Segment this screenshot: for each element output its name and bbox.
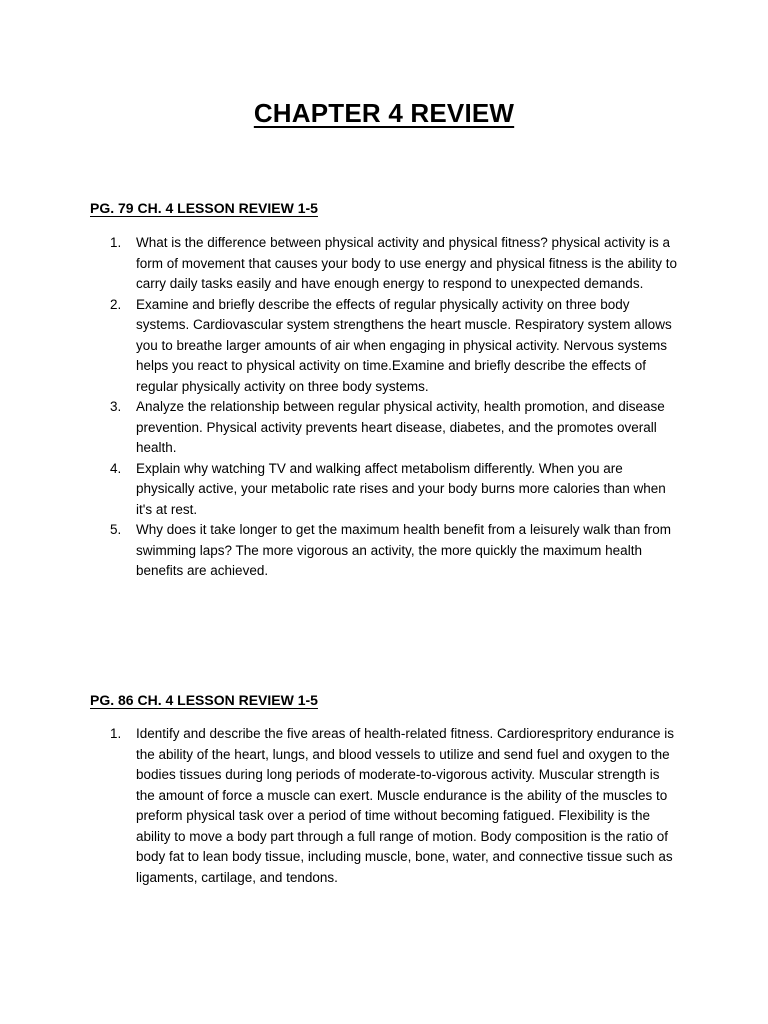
section-heading-pg79: PG. 79 CH. 4 LESSON REVIEW 1-5 [90,200,318,216]
question-text: Explain why watching TV and walking affect metabolism differently. When you are physically active, your metabolic rate rises and your body burns more calories than when it's at rest. [136,460,666,517]
question-number: 4. [110,460,122,476]
question-item [110,459,680,521]
section-heading-pg86: PG. 86 CH. 4 LESSON REVIEW 1-5 [90,692,318,708]
question-text: What is the difference between physical activity and physical fitness? physical activity is a form of movement that causes your body to use energy and physical fitness is the ability to carry daily tasks easily and have enough energy to respond to unexpected demands. [136,235,678,291]
question-list-pg86 [110,724,680,888]
question-number: 3. [110,399,122,414]
question-item [110,520,680,582]
question-list-pg79 [110,233,680,582]
question-text: Analyze the relationship between regular physical activity, health promotion, and disease prevention. Physical activity prevents heart disease, diabetes, and the promotes overall health. [136,399,665,455]
page-title: CHAPTER 4 REVIEW [253,98,515,128]
question-item [110,724,680,888]
question-number: 2. [110,296,122,312]
question-number: 1. [110,726,122,741]
question-text: Examine and briefly describe the effects of regular physically activity on three body systems. Cardiovascular system strengthens the heart muscle. Respiratory system allows you to breathe larger amounts of air when engaging in physical activity. Nervous systems helps you react to physical activity on time.Examine and briefly describe the effects of regular physically activity on three body systems. [136,296,672,394]
question-text: Identify and describe the five areas of health-related fitness. Cardiorespritory endurance is the ability of the heart, lungs, and blood vessels to utilize and send fuel and oxygen to the bodies tissues during long periods of moderate-to-vigorous activity. Muscular strength is the amount of force a muscle can exert. Muscle endurance is the ability of the muscles to preform physical task over a period of time without becoming fatigued. Flexibility is the ability to move a body part through a full range of motion. Body composition is the ratio of body fat to lean body tissue, including muscle, bone, water, and connective tissue such as ligaments, cartilage, and tendons. [136,726,675,885]
question-item [110,233,680,295]
question-item [110,397,680,459]
question-number: 1. [110,235,122,250]
question-text: Why does it take longer to get the maximum health benefit from a leisurely walk than from swimming laps? The more vigorous an activity, the more quickly the maximum health benefits are achieved. [136,522,671,578]
question-item [110,295,680,398]
question-number: 5. [110,522,122,537]
